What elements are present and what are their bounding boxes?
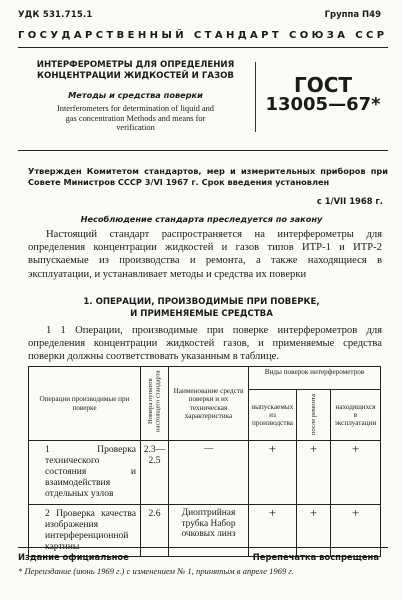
header-means: Наименование средств поверки и их техническая характеристика bbox=[169, 367, 249, 441]
operations-table bbox=[28, 366, 381, 557]
header-type-service: находящихся в эксплуатации bbox=[331, 390, 381, 441]
section-heading bbox=[0, 296, 403, 320]
row-operation: 1 Проверка технического состояния и взаимодействия отдельных узлов bbox=[29, 441, 141, 505]
title-en-line2: gas concentration Methods and means for bbox=[65, 113, 206, 123]
header-type-repair bbox=[297, 390, 331, 441]
intro-date: с 1/VII 1968 г. bbox=[316, 196, 383, 206]
state-standard-header: ГОСУДАРСТВЕННЫЙ СТАНДАРТ СОЮЗА ССР bbox=[18, 30, 388, 41]
udk-code: УДК 531.715.1 bbox=[18, 10, 93, 20]
row-service-mark: + bbox=[331, 441, 381, 505]
row-service-mark: + bbox=[331, 505, 381, 557]
title-ru-line2: КОНЦЕНТРАЦИИ ЖИДКОСТЕЙ И ГАЗОВ bbox=[37, 71, 234, 81]
header-rule bbox=[18, 47, 388, 48]
title-divider bbox=[255, 62, 256, 132]
title-ru bbox=[18, 60, 253, 82]
gost-designation bbox=[262, 73, 384, 115]
subtitle-ru: Методы и средства поверки bbox=[68, 90, 203, 100]
row-repair-mark: + bbox=[297, 505, 331, 557]
reprint-notice: Перепечатка воспрещена bbox=[252, 552, 379, 562]
group-code: Группа П49 bbox=[324, 10, 381, 20]
official-edition: Издание официальное bbox=[18, 552, 129, 562]
row-means: — bbox=[169, 441, 249, 505]
table-row bbox=[29, 441, 381, 505]
row-production-mark: + bbox=[249, 441, 297, 505]
intro-paragraph: Настоящий стандарт распространяется на интерферометры для определения концентрации жидкостей и газов типов ИТР-1 и ИТР-2 выпускаемые из производства и ремонта, а также находящиеся в эксплуатации, и устанавливает методы и средства их поверки bbox=[28, 229, 382, 280]
paragraph-1-1: 1 1 Операции, производимые при поверке интерферометров для определения концентрации жидкостей газов, и применяемые средства поверки должны соответствовать указанным в таблице. bbox=[28, 325, 382, 363]
header-type-repair-text: после ремонта bbox=[309, 394, 317, 436]
law-notice: Несоблюдение стандарта преследуется по закону bbox=[80, 214, 323, 224]
footer-rule bbox=[18, 547, 388, 548]
section-heading-line2: И ПРИМЕНЯЕМЫЕ СРЕДСТВА bbox=[130, 309, 273, 319]
row-repair-mark: + bbox=[297, 441, 331, 505]
header-point-text: Номера пунктов настоящего стандарта bbox=[147, 370, 162, 432]
title-ru-line1: ИНТЕРФЕРОМЕТРЫ ДЛЯ ОПРЕДЕЛЕНИЯ bbox=[36, 60, 235, 70]
reissue-note: * Переиздание (июнь 1969 г.) с изменением № 1, принятым в апреле 1969 г. bbox=[18, 566, 294, 576]
row-point: 2.6 bbox=[141, 505, 169, 557]
table-header-row bbox=[29, 367, 381, 390]
header-types-group: Виды поверок интерферометров bbox=[249, 367, 381, 390]
title-en bbox=[18, 104, 253, 133]
gost-number: 13005—67* bbox=[265, 94, 381, 115]
header-operation: Операции производимые при поверке bbox=[29, 367, 141, 441]
title-rule bbox=[18, 150, 388, 151]
title-en-line3: verification bbox=[116, 123, 155, 132]
table-row bbox=[29, 505, 381, 557]
row-operation: 2 Проверка качества изображения интерференционной картины bbox=[29, 505, 141, 557]
header-type-production: выпускаемых из производства bbox=[249, 390, 297, 441]
header-point bbox=[141, 367, 169, 441]
title-block bbox=[18, 60, 253, 133]
gost-label: ГОСТ bbox=[293, 73, 353, 97]
title-en-line1: Interferometers for determination of liquid and bbox=[57, 104, 214, 113]
section-heading-line1: 1. ОПЕРАЦИИ, ПРОИЗВОДИМЫЕ ПРИ ПОВЕРКЕ, bbox=[83, 297, 320, 307]
row-production-mark: + bbox=[249, 505, 297, 557]
approval-text: Утвержден Комитетом стандартов, мер и измерительных приборов при Совете Министров СССР 3/VI 1967 г. Срок введения установлен bbox=[28, 166, 388, 187]
row-means: Диоптрийная трубка Набор очковых линз bbox=[169, 505, 249, 557]
row-point: 2.3— 2.5 bbox=[141, 441, 169, 505]
